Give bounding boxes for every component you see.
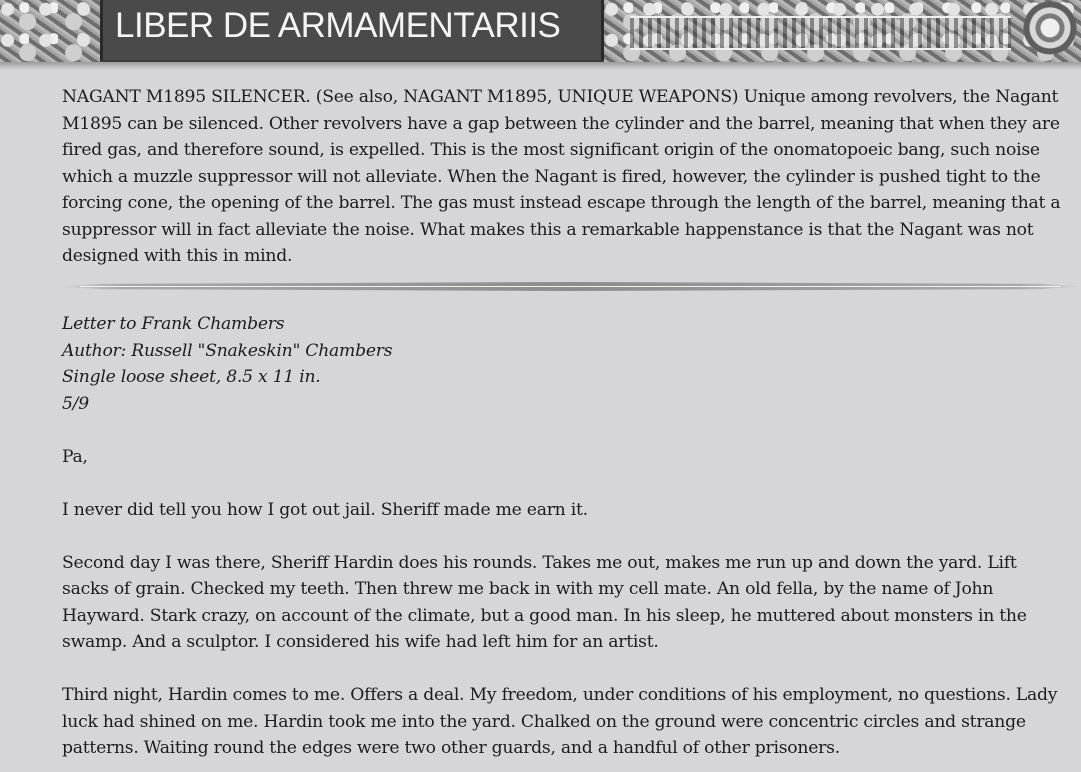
letter-section [62, 311, 1067, 762]
header-shadow [0, 62, 1081, 70]
ornament-right [604, 0, 1081, 62]
header-banner [0, 0, 1081, 62]
entry-text: NAGANT M1895 SILENCER. (See also, NAGANT M1895, UNIQUE WEAPONS) Unique among revolvers, the Nagant M1895 can be silenced. Other revolvers have a gap between the cylinder and the barrel, meaning that when they are fired gas, and therefore sound, is expelled. This is the most significant origin of the onomatopoeic bang, such noise which a muzzle suppressor will not alleviate. When the Nagant is fired, however, the cylinder is pushed tight to the forcing cone, the opening of the barrel. The gas must instead escape through the length of the barrel, meaning that a suppressor will in fact alleviate the noise. What makes this a remarkable happenstance is that the Nagant was not designed with this in mind. [62, 87, 1061, 266]
title-plate [100, 0, 604, 60]
letter-format: Single loose sheet, 8.5 x 11 in. [62, 367, 321, 387]
ornament-left [0, 0, 100, 62]
letter-page: 5/9 [62, 393, 89, 414]
entry-section [62, 84, 1067, 270]
letter-greeting: Pa, [62, 446, 88, 467]
letter-title: Letter to Frank Chambers [62, 314, 285, 334]
letter-paragraph: I never did tell you how I got out jail. Sheriff made me earn it. [62, 499, 588, 520]
letter-paragraph: Third night, Hardin comes to me. Offers a deal. My freedom, under conditions of his employment, no questions. Lady luck had shined on me. Hardin took me into the yard. Chalked on the ground were concentric circles and strange patterns. Waiting round the edges were two other guards, and a handful of other prisoners. [62, 685, 1058, 758]
letter-paragraph: Second day I was there, Sheriff Hardin does his rounds. Takes me out, makes me run up and down the yard. Lift sacks of grain. Checked my teeth. Then threw me back in with my cell mate. An old fella, by the name of John Hayward. Stark crazy, on account of the climate, but a good man. In his sleep, he muttered about monsters in the swamp. And a sculptor. I considered his wife had left him for an artist. [62, 552, 1027, 652]
section-divider [60, 282, 1081, 291]
page-title: LIBER DE ARMAMENTARIIS [115, 6, 561, 45]
letter-author: Author: Russell "Snakeskin" Chambers [62, 340, 393, 361]
